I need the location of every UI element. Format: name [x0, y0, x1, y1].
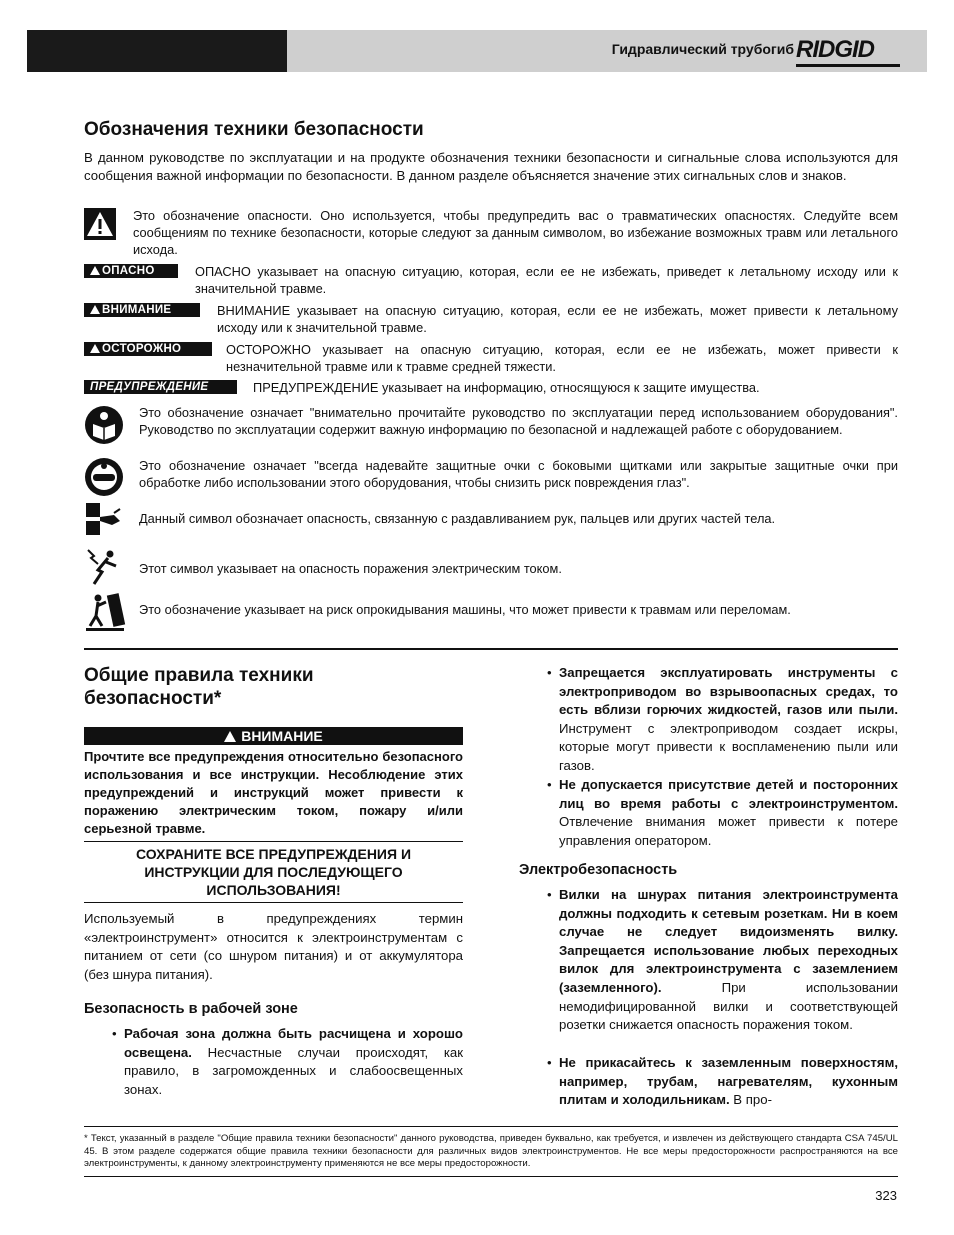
electrical-safety-title: Электробезопасность [519, 862, 678, 878]
notice-text: ПРЕДУПРЕЖДЕНИЕ указывает на информацию, относящуюся к защите имущества. [253, 380, 760, 395]
el-bullet2-rest: В про- [729, 1092, 772, 1108]
section-divider [84, 648, 898, 650]
tip-symbol-text: Это обозначение указывает на риск опрокидывания машины, что может привести к травмам или переломам. [139, 602, 791, 617]
crush-hazard-icon [84, 503, 124, 535]
warning-badge [84, 303, 200, 317]
wa-bullet2-rest: Инструмент с электроприводом создает искры, которые могут привести к воспламенению пыли или газов. [559, 720, 898, 773]
term-paragraph: Используемый в предупреждениях термин «электроинструмент» относится к электроинструментам с питанием от сети (со шнуром питания) и от аккумулятора (без шнура питания). [84, 911, 463, 982]
crush-symbol-text: Данный символ обозначает опасность, связанную с раздавливанием рук, пальцев или других частей тела. [139, 511, 776, 526]
warning-box-header [84, 727, 463, 745]
shock-symbol-text: Этот символ указывает на опасность поражения электрическим током. [139, 561, 562, 576]
save-line2: ИНСТРУКЦИИ ДЛЯ ПОСЛЕДУЮЩЕГО [144, 864, 403, 880]
work-area-bullet-2: • Запрещается эксплуатировать инструменты с электроприводом во взрывоопасных средах, то есть вблизи горючих жидкостей, газов или пыли. Инструмент с электроприводом создает искры, которые могут привести к воспламенению пыли или газов. [547, 665, 898, 773]
warning-box-label: ВНИМАНИЕ [241, 728, 323, 744]
footnote-top-rule [84, 1126, 898, 1127]
wa-bullet1-rest: Несчастные случаи происходят, как правило, в загроможденных и слабоосвещенных зонах. [124, 1044, 463, 1097]
electrical-bullet-2: • Не прикасайтесь к заземленным поверхностям, например, трубам, нагревателям, кухонным плитам и холодильникам. В про- [547, 1055, 898, 1108]
general-rules-title-line2: безопасности* [84, 688, 222, 709]
footnote-bottom-rule [84, 1176, 898, 1177]
header-black-bar [27, 30, 287, 72]
alert-symbol-text: Это обозначение опасности. Оно используется, чтобы предупредить вас о травматических опасностях. Следуйте всем сообщениям по технике безопасности, которые следуют за данным символом, во избежание возможных травм или летального исхода. [133, 208, 898, 257]
section-title-general-rules [84, 664, 314, 710]
logo-underline [796, 64, 900, 67]
el-bullet1-rest: При использовании немодифицированной вилки и соответствующей розетки снижается опасность поражения током. [559, 979, 898, 1033]
work-area-bullet-3: • Не допускается присутствие детей и посторонних лиц во время работы с электроинструментом. Отвлечение внимания может привести к потере управления оператором. [547, 777, 898, 848]
caution-label: ОСТОРОЖНО [102, 343, 182, 355]
header-title: Гидравлический трубогиб [611, 41, 794, 57]
page-number: 323 [875, 1188, 897, 1203]
section-title-safety-symbols: Обозначения техники безопасности [84, 119, 424, 140]
warning-text: ВНИМАНИЕ указывает на опасную ситуацию, которая, если ее не избежать, может привести к летальному исходу или к значительной травме. [217, 303, 898, 335]
notice-label: ПРЕДУПРЕЖДЕНИЕ [90, 381, 209, 393]
wa-bullet3-rest: Отвлечение внимания может привести к потере управления оператором. [559, 814, 898, 848]
safety-goggles-icon [84, 457, 124, 497]
save-top-rule [84, 841, 463, 842]
el-bullet2-bold: Не прикасайтесь к заземленным поверхностям, например, трубам, нагревателям, кухонным плитам и холодильникам. [559, 1055, 898, 1108]
warning-label: ВНИМАНИЕ [102, 304, 172, 316]
read-manual-icon [84, 405, 124, 445]
wa-bullet2-bold: Запрещается эксплуатировать инструменты с электроприводом во взрывоопасных средах, то есть вблизи горючих жидкостей, газов или пыли. [559, 665, 898, 718]
wa-bullet1-bold: Рабочая зона должна быть расчищена и хорошо освещена. [124, 1026, 463, 1060]
danger-text: ОПАСНО указывает на опасную ситуацию, которая, если ее не избежать, приведет к летальному исходу или к значительной травме. [195, 264, 898, 296]
general-rules-title-line1: Общие правила техники [84, 665, 314, 686]
caution-badge [84, 342, 212, 356]
manual-symbol-text: Это обозначение означает "внимательно прочитайте руководство по эксплуатации перед использованием оборудования". Руководство по эксплуатации содержит важную информацию по безопасной и надлежащей работе с оборудованием. [139, 405, 898, 437]
work-area-title: Безопасность в рабочей зоне [84, 1001, 298, 1017]
save-line1: СОХРАНИТЕ ВСЕ ПРЕДУПРЕЖДЕНИЯ И [135, 846, 412, 862]
footnote: * Текст, указанный в разделе "Общие правила техники безопасности" данного руководства, приведен буквально, как требуется, и извлечен из действующего стандарта CSA 745/UL 45. В этом разделе содержатся общие правила техники безопасности для различных видов электроинструментов. Не все меры предосторожности распространяются на все электроинструменты, к данному электроинструменту применяются не все меры предосторожности. [84, 1133, 898, 1169]
ridgid-logo: RIDGID [796, 36, 874, 63]
el-bullet1-bold: Вилки на шнурах питания электроинструмента должны подходить к сетевым розеткам. Ни в коем случае не следует видоизменять вилку. Запрещается использование любых переходных вилок для электроинструмента с заземлением (заземленного). [559, 887, 898, 995]
danger-badge [84, 264, 178, 278]
warning-box-body: Прочтите все предупреждения относительно безопасного использования и все инструкции. Несоблюдение этих предупреждений и инструкций может привести к поражению электрическим током, пожару и/или серьезной травме. [84, 749, 463, 836]
notice-badge [84, 380, 237, 394]
wa-bullet3-bold: Не допускается присутствие детей и посторонних лиц во время работы с электроинструментом. [559, 777, 898, 811]
intro-paragraph: В данном руководстве по эксплуатации и на продукте обозначения техники безопасности и сигнальные слова используются для сообщения важной информации по безопасности. В данном разделе объясняется значение этих сигнальных слов и знаков. [84, 150, 898, 183]
safety-alert-icon [84, 208, 116, 240]
save-bottom-rule [84, 902, 463, 903]
caution-text: ОСТОРОЖНО указывает на опасную ситуацию, которая, если ее не избежать, может привести к незначительной травме или к травме средней тяжести. [226, 342, 898, 374]
tip-over-icon [84, 590, 126, 632]
electric-shock-icon [84, 548, 124, 586]
goggles-symbol-text: Это обозначение означает "всегда надевайте защитные очки с боковыми щитками или закрытые защитные очки при обработке либо использовании этого оборудования, чтобы снизить риск повреждения глаз". [139, 458, 898, 490]
save-instructions-heading [84, 845, 463, 899]
electrical-bullet-1: • Вилки на шнурах питания электроинструмента должны подходить к сетевым розеткам. Ни в коем случае не следует видоизменять вилку. Запрещается использование любых переходных вилок для электроинструмента с заземлением (заземленного). При использовании немодифицированной вилки и соответствующей розетки снижается опасность поражения током. [547, 887, 898, 1033]
work-area-bullet-1: • Рабочая зона должна быть расчищена и хорошо освещена. Несчастные случаи происходят, как правило, в загроможденных и слабоосвещенных зонах. [112, 1026, 463, 1097]
danger-label: ОПАСНО [102, 265, 155, 277]
save-line3: ИСПОЛЬЗОВАНИЯ! [206, 882, 341, 898]
